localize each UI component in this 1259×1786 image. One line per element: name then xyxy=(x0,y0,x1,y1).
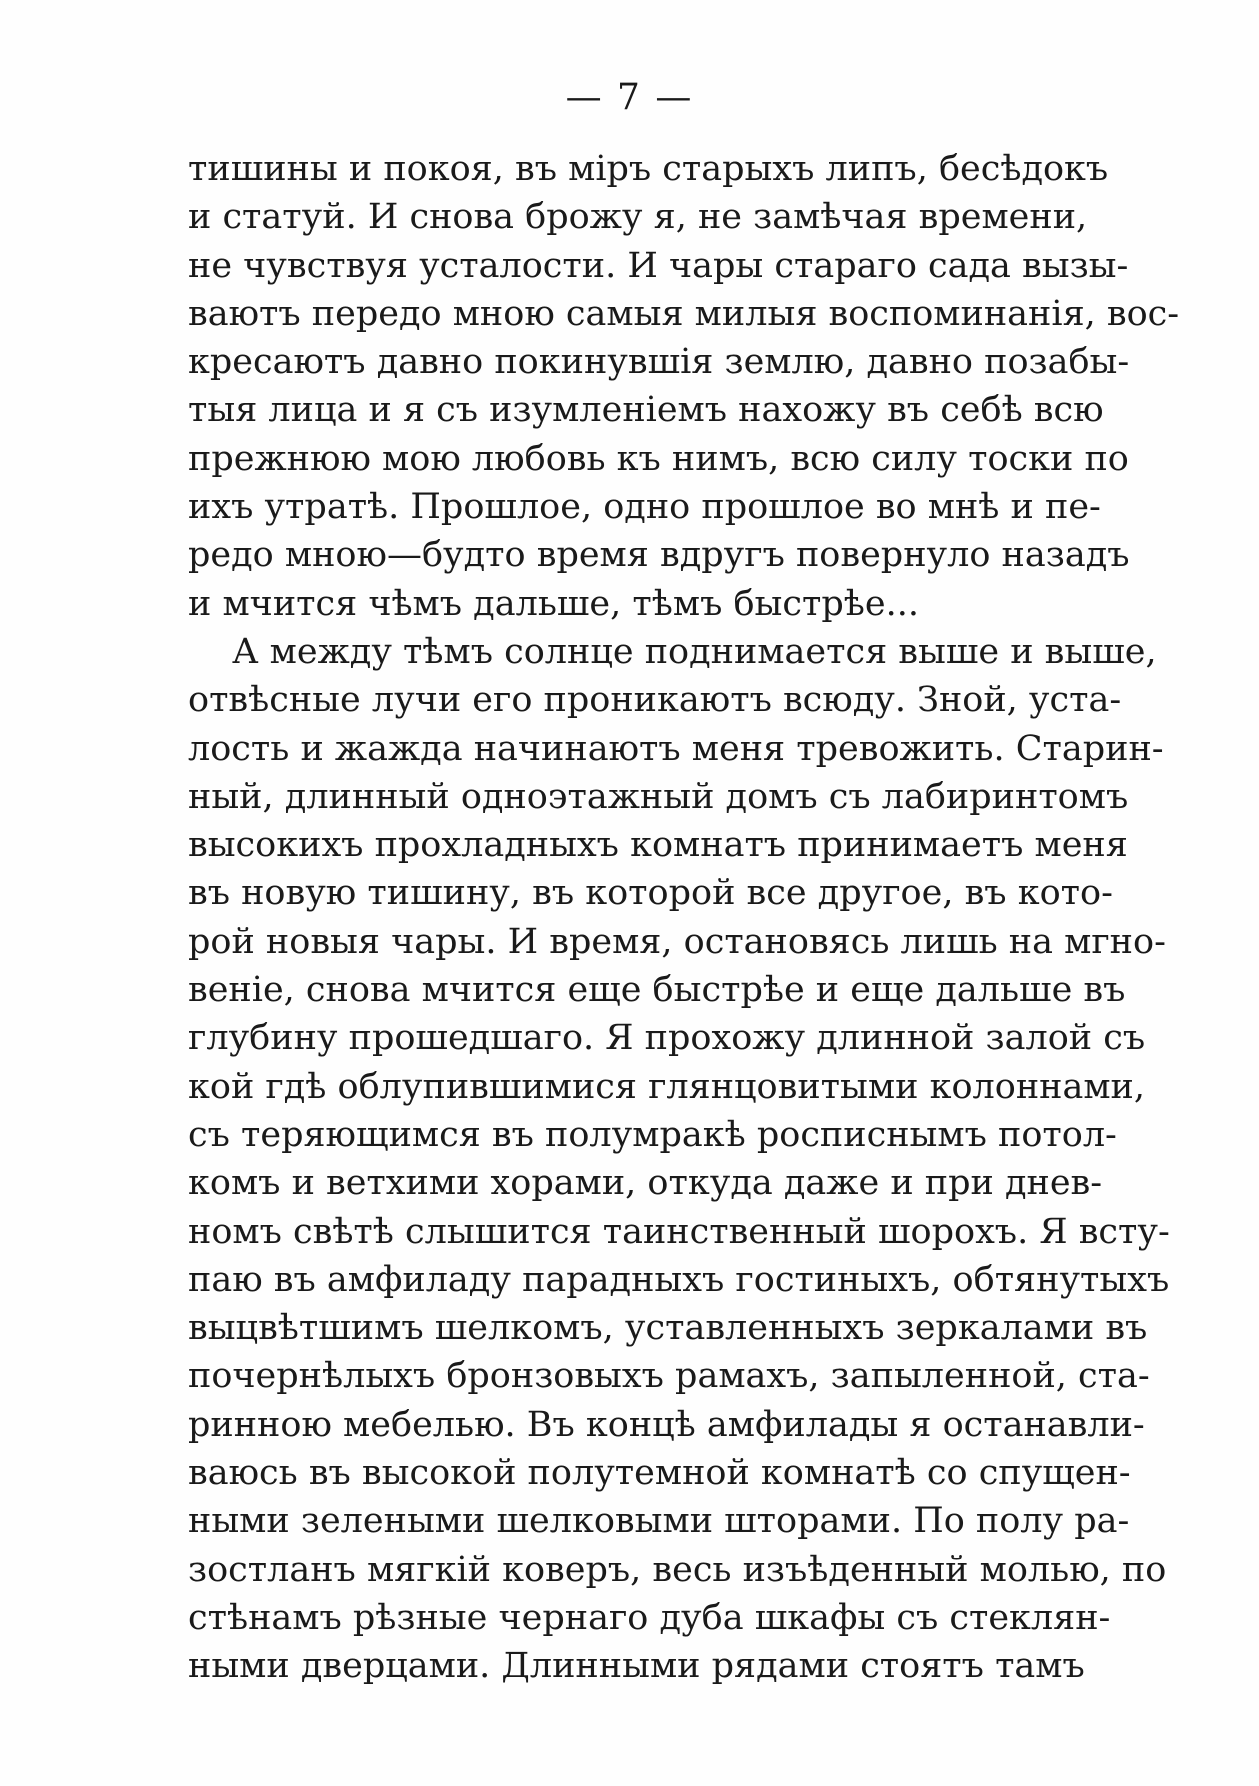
text-line: почернѣлыхъ бронзовыхъ рамахъ, запыленной, ста- xyxy=(188,1356,1150,1397)
text-line: ваютъ передо мною самыя милыя воспоминанія, вос- xyxy=(188,293,1180,334)
text-line: ными зелеными шелковыми шторами. По полу ра- xyxy=(188,1501,1130,1542)
text-line: въ новую тишину, въ которой все другое, въ кото- xyxy=(188,873,1113,914)
text-line: ихъ утратѣ. Прошлое, одно прошлое во мнѣ и пе- xyxy=(188,487,1101,528)
text-line: прежнюю мою любовь къ нимъ, всю силу тоски по xyxy=(188,438,1129,479)
text-line: паю въ амфиладу парадныхъ гостиныхъ, обтянутыхъ xyxy=(188,1259,1170,1300)
text-line: и статуй. И снова брожу я, не замѣчая времени, xyxy=(188,197,1088,238)
text-line: кресаютъ давно покинувшія землю, давно позабы- xyxy=(188,342,1130,383)
text-line: съ теряющимся въ полумракѣ росписнымъ потол- xyxy=(188,1114,1117,1155)
text-line: А между тѣмъ солнце поднимается выше и выше, xyxy=(232,631,1157,672)
text-line: не чувствуя усталости. И чары стараго сада вызы- xyxy=(188,245,1129,286)
text-line: ный, длинный одноэтажный домъ съ лабиринтомъ xyxy=(188,776,1129,817)
text-line: номъ свѣтѣ слышится таинственный шорохъ. Я всту- xyxy=(188,1211,1170,1252)
text-line: веніе, снова мчится еще быстрѣе и еще дальше въ xyxy=(188,970,1126,1011)
text-line: зостланъ мягкій коверъ, весь изъѣденный молью, по xyxy=(188,1549,1167,1590)
page-number: — 7 — xyxy=(565,77,694,118)
text-line: кой гдѣ облупившимися глянцовитыми колоннами, xyxy=(188,1066,1146,1107)
text-line: ринною мебелью. Въ концѣ амфилады я останавли- xyxy=(188,1404,1145,1445)
text-line: отвѣсные лучи его проникаютъ всюду. Зной, уста- xyxy=(188,680,1122,721)
text-line: ными дверцами. Длинными рядами стоятъ тамъ xyxy=(188,1646,1085,1687)
text-line: и мчится чѣмъ дальше, тѣмъ быстрѣе... xyxy=(188,583,919,624)
text-line: выцвѣтшимъ шелкомъ, уставленныхъ зеркалами въ xyxy=(188,1308,1148,1349)
text-line: рой новыя чары. И время, остановясь лишь на мгно- xyxy=(188,921,1166,962)
text-line: глубину прошедшаго. Я прохожу длинной залой съ xyxy=(188,1018,1146,1059)
body-text xyxy=(188,145,1180,1691)
text-line: редо мною—будто время вдругъ повернуло назадъ xyxy=(188,535,1130,576)
text-line: тишины и покоя, въ міръ старыхъ липъ, бесѣдокъ xyxy=(188,149,1109,189)
text-line: лость и жажда начинаютъ меня тревожить. Старин- xyxy=(188,728,1164,769)
text-line: ваюсь въ высокой полутемной комнатѣ со спущен- xyxy=(188,1453,1131,1494)
text-line: тыя лица и я съ изумленіемъ нахожу въ себѣ всю xyxy=(188,390,1104,431)
text-line: комъ и ветхими хорами, откуда даже и при днев- xyxy=(188,1163,1103,1204)
text-line: стѣнамъ рѣзные чернаго дуба шкафы съ стеклян- xyxy=(188,1597,1111,1638)
text-line: высокихъ прохладныхъ комнатъ принимаетъ меня xyxy=(188,825,1128,866)
